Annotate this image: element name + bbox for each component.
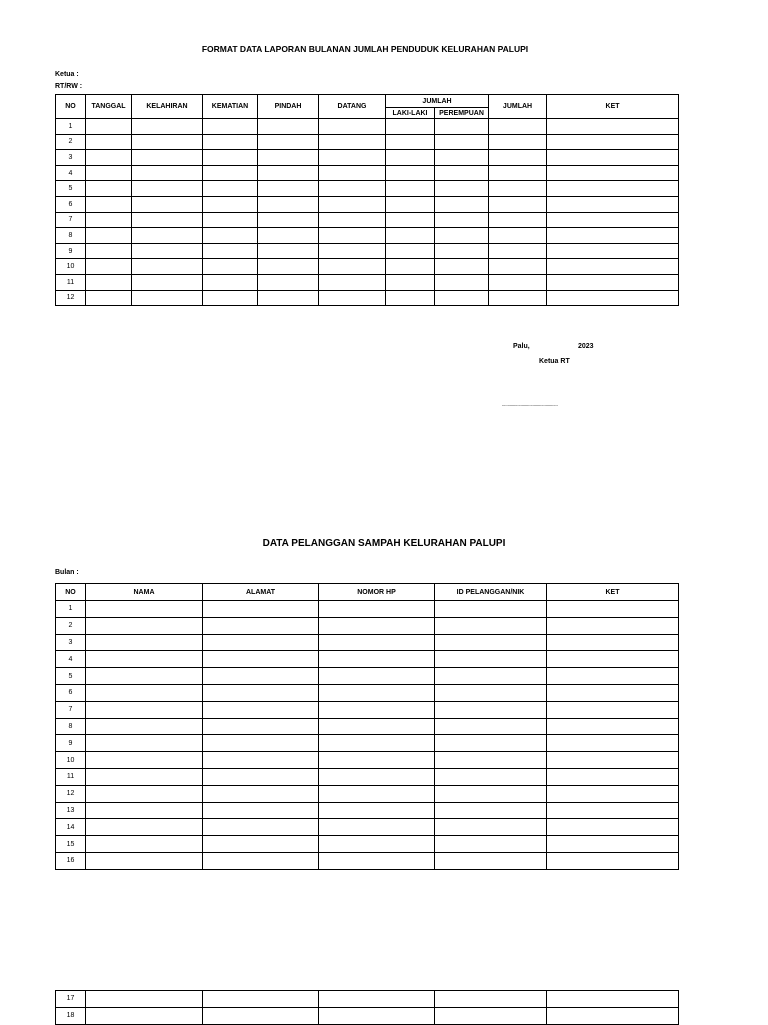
- empty-cell: [386, 150, 435, 166]
- empty-cell: [319, 836, 435, 853]
- empty-cell: [203, 119, 258, 135]
- empty-cell: [86, 852, 203, 869]
- empty-cell: [386, 259, 435, 275]
- empty-cell: [489, 274, 547, 290]
- empty-cell: [435, 718, 547, 735]
- row-number: 7: [56, 212, 86, 228]
- empty-cell: [319, 991, 435, 1008]
- empty-cell: [386, 228, 435, 244]
- signature-place: Palu,: [513, 343, 530, 350]
- ketua-label: Ketua :: [55, 71, 79, 78]
- empty-cell: [203, 752, 319, 769]
- empty-cell: [489, 290, 547, 306]
- empty-cell: [203, 150, 258, 166]
- empty-cell: [435, 181, 489, 197]
- table-row: [56, 181, 679, 197]
- empty-cell: [547, 991, 679, 1008]
- empty-cell: [547, 243, 679, 259]
- rtrw-label: RT/RW :: [55, 83, 83, 90]
- empty-cell: [132, 290, 203, 306]
- empty-cell: [203, 852, 319, 869]
- empty-cell: [547, 634, 679, 651]
- empty-cell: [86, 134, 132, 150]
- col-header-ket: KET: [547, 95, 679, 119]
- row-number: 1: [56, 601, 86, 618]
- table-row: [56, 752, 679, 769]
- empty-cell: [319, 668, 435, 685]
- empty-cell: [203, 228, 258, 244]
- empty-cell: [489, 196, 547, 212]
- col-header-laki-laki: LAKI-LAKI: [386, 108, 435, 119]
- empty-cell: [435, 852, 547, 869]
- empty-cell: [547, 802, 679, 819]
- col-header-ket: KET: [547, 584, 679, 601]
- empty-cell: [86, 735, 203, 752]
- empty-cell: [435, 1007, 547, 1024]
- table-row: [56, 1007, 679, 1024]
- empty-cell: [386, 290, 435, 306]
- empty-cell: [547, 196, 679, 212]
- empty-cell: [489, 150, 547, 166]
- empty-cell: [203, 768, 319, 785]
- empty-cell: [86, 181, 132, 197]
- empty-cell: [435, 212, 489, 228]
- empty-cell: [319, 212, 386, 228]
- empty-cell: [86, 701, 203, 718]
- empty-cell: [203, 634, 319, 651]
- empty-cell: [258, 274, 319, 290]
- empty-cell: [386, 134, 435, 150]
- table-row: [56, 617, 679, 634]
- signature-year: 2023: [578, 343, 594, 350]
- empty-cell: [435, 991, 547, 1008]
- empty-cell: [489, 212, 547, 228]
- table-row: [56, 290, 679, 306]
- empty-cell: [258, 150, 319, 166]
- signature-role: Ketua RT: [539, 358, 570, 365]
- empty-cell: [203, 668, 319, 685]
- empty-cell: [435, 259, 489, 275]
- empty-cell: [435, 701, 547, 718]
- empty-cell: [547, 752, 679, 769]
- empty-cell: [203, 651, 319, 668]
- empty-cell: [435, 617, 547, 634]
- table-row: [56, 668, 679, 685]
- col-header-no: NO: [56, 95, 86, 119]
- empty-cell: [547, 617, 679, 634]
- col-header-perempuan: PEREMPUAN: [435, 108, 489, 119]
- empty-cell: [86, 290, 132, 306]
- row-number: 6: [56, 196, 86, 212]
- row-number: 14: [56, 819, 86, 836]
- empty-cell: [319, 701, 435, 718]
- empty-cell: [547, 701, 679, 718]
- empty-cell: [132, 150, 203, 166]
- empty-cell: [547, 651, 679, 668]
- empty-cell: [319, 119, 386, 135]
- table-row: [56, 836, 679, 853]
- table-row: [56, 119, 679, 135]
- col-header-nama: NAMA: [86, 584, 203, 601]
- empty-cell: [489, 134, 547, 150]
- row-number: 2: [56, 617, 86, 634]
- empty-cell: [132, 259, 203, 275]
- row-number: 3: [56, 634, 86, 651]
- table-row: [56, 768, 679, 785]
- row-number: 1: [56, 119, 86, 135]
- empty-cell: [132, 134, 203, 150]
- empty-cell: [319, 150, 386, 166]
- empty-cell: [319, 768, 435, 785]
- empty-cell: [319, 735, 435, 752]
- row-number: 5: [56, 181, 86, 197]
- empty-cell: [258, 228, 319, 244]
- empty-cell: [547, 836, 679, 853]
- empty-cell: [203, 196, 258, 212]
- table-row: [56, 684, 679, 701]
- empty-cell: [132, 165, 203, 181]
- empty-cell: [319, 718, 435, 735]
- empty-cell: [203, 165, 258, 181]
- empty-cell: [203, 718, 319, 735]
- empty-cell: [386, 119, 435, 135]
- row-number: 4: [56, 651, 86, 668]
- empty-cell: [258, 181, 319, 197]
- empty-cell: [132, 243, 203, 259]
- empty-cell: [86, 819, 203, 836]
- empty-cell: [203, 259, 258, 275]
- empty-cell: [203, 212, 258, 228]
- col-header-nomor-hp: NOMOR HP: [319, 584, 435, 601]
- empty-cell: [489, 119, 547, 135]
- row-number: 9: [56, 243, 86, 259]
- table-row: [56, 701, 679, 718]
- row-number: 10: [56, 259, 86, 275]
- empty-cell: [319, 852, 435, 869]
- empty-cell: [435, 134, 489, 150]
- empty-cell: [86, 802, 203, 819]
- row-number: 16: [56, 852, 86, 869]
- empty-cell: [547, 1007, 679, 1024]
- report-title: FORMAT DATA LAPORAN BULANAN JUMLAH PENDUDUK KELURAHAN PALUPI: [201, 44, 529, 54]
- empty-cell: [435, 651, 547, 668]
- empty-cell: [319, 601, 435, 618]
- col-header-datang: DATANG: [319, 95, 386, 119]
- empty-cell: [86, 836, 203, 853]
- empty-cell: [86, 991, 203, 1008]
- empty-cell: [203, 1007, 319, 1024]
- table-row: [56, 802, 679, 819]
- table-row: [56, 274, 679, 290]
- empty-cell: [86, 212, 132, 228]
- customers-title: DATA PELANGGAN SAMPAH KELURAHAN PALUPI: [262, 538, 506, 549]
- empty-cell: [258, 212, 319, 228]
- row-number: 11: [56, 274, 86, 290]
- empty-cell: [86, 651, 203, 668]
- empty-cell: [435, 196, 489, 212]
- empty-cell: [86, 1007, 203, 1024]
- empty-cell: [547, 134, 679, 150]
- empty-cell: [86, 243, 132, 259]
- row-number: 15: [56, 836, 86, 853]
- empty-cell: [86, 752, 203, 769]
- empty-cell: [435, 119, 489, 135]
- table-row: [56, 785, 679, 802]
- signature-line: ...................................................: [502, 402, 558, 408]
- empty-cell: [547, 852, 679, 869]
- empty-cell: [547, 785, 679, 802]
- empty-cell: [86, 617, 203, 634]
- table-row: [56, 852, 679, 869]
- empty-cell: [86, 601, 203, 618]
- empty-cell: [203, 134, 258, 150]
- empty-cell: [86, 785, 203, 802]
- empty-cell: [319, 819, 435, 836]
- empty-cell: [319, 752, 435, 769]
- row-number: 4: [56, 165, 86, 181]
- col-header-jumlah-group: JUMLAH: [386, 95, 489, 108]
- empty-cell: [547, 150, 679, 166]
- empty-cell: [435, 634, 547, 651]
- empty-cell: [203, 701, 319, 718]
- empty-cell: [86, 259, 132, 275]
- row-number: 10: [56, 752, 86, 769]
- empty-cell: [319, 634, 435, 651]
- empty-cell: [319, 785, 435, 802]
- empty-cell: [547, 735, 679, 752]
- empty-cell: [258, 165, 319, 181]
- empty-cell: [319, 617, 435, 634]
- empty-cell: [489, 228, 547, 244]
- empty-cell: [435, 752, 547, 769]
- empty-cell: [203, 290, 258, 306]
- empty-cell: [489, 259, 547, 275]
- empty-cell: [86, 668, 203, 685]
- row-number: 8: [56, 228, 86, 244]
- customers-table: [55, 583, 679, 870]
- empty-cell: [203, 836, 319, 853]
- empty-cell: [319, 651, 435, 668]
- table-row: [56, 601, 679, 618]
- empty-cell: [203, 274, 258, 290]
- empty-cell: [132, 228, 203, 244]
- empty-cell: [435, 150, 489, 166]
- empty-cell: [547, 819, 679, 836]
- empty-cell: [547, 165, 679, 181]
- col-header-no: NO: [56, 584, 86, 601]
- empty-cell: [547, 601, 679, 618]
- table-row: [56, 212, 679, 228]
- empty-cell: [319, 196, 386, 212]
- empty-cell: [86, 634, 203, 651]
- empty-cell: [203, 617, 319, 634]
- table-row: [56, 165, 679, 181]
- empty-cell: [132, 212, 203, 228]
- empty-cell: [547, 718, 679, 735]
- table-row: [56, 150, 679, 166]
- empty-cell: [547, 259, 679, 275]
- empty-cell: [435, 802, 547, 819]
- empty-cell: [258, 134, 319, 150]
- empty-cell: [489, 165, 547, 181]
- empty-cell: [86, 150, 132, 166]
- empty-cell: [547, 119, 679, 135]
- empty-cell: [86, 165, 132, 181]
- row-number: 5: [56, 668, 86, 685]
- empty-cell: [258, 290, 319, 306]
- empty-cell: [319, 274, 386, 290]
- row-number: 8: [56, 718, 86, 735]
- empty-cell: [386, 212, 435, 228]
- row-number: 12: [56, 290, 86, 306]
- row-number: 6: [56, 684, 86, 701]
- empty-cell: [132, 119, 203, 135]
- empty-cell: [547, 228, 679, 244]
- col-header-tanggal: TANGGAL: [86, 95, 132, 119]
- empty-cell: [258, 243, 319, 259]
- table-row: [56, 196, 679, 212]
- empty-cell: [132, 196, 203, 212]
- empty-cell: [547, 181, 679, 197]
- empty-cell: [319, 228, 386, 244]
- empty-cell: [203, 991, 319, 1008]
- empty-cell: [319, 684, 435, 701]
- empty-cell: [547, 290, 679, 306]
- empty-cell: [319, 181, 386, 197]
- bulan-label: Bulan :: [55, 569, 79, 576]
- empty-cell: [435, 785, 547, 802]
- row-number: 2: [56, 134, 86, 150]
- empty-cell: [547, 274, 679, 290]
- empty-cell: [435, 228, 489, 244]
- row-number: 9: [56, 735, 86, 752]
- empty-cell: [435, 768, 547, 785]
- empty-cell: [435, 684, 547, 701]
- empty-cell: [435, 601, 547, 618]
- empty-cell: [258, 196, 319, 212]
- table-row: [56, 735, 679, 752]
- empty-cell: [435, 668, 547, 685]
- empty-cell: [435, 165, 489, 181]
- empty-cell: [203, 601, 319, 618]
- empty-cell: [319, 1007, 435, 1024]
- col-header-kelahiran: KELAHIRAN: [132, 95, 203, 119]
- empty-cell: [547, 768, 679, 785]
- population-report-table: [55, 94, 679, 306]
- table-row: [56, 634, 679, 651]
- empty-cell: [86, 228, 132, 244]
- empty-cell: [319, 165, 386, 181]
- col-header-id-pelanggan: ID PELANGGAN/NIK: [435, 584, 547, 601]
- table-row: [56, 134, 679, 150]
- empty-cell: [435, 836, 547, 853]
- empty-cell: [203, 684, 319, 701]
- empty-cell: [435, 290, 489, 306]
- empty-cell: [203, 785, 319, 802]
- empty-cell: [132, 181, 203, 197]
- empty-cell: [489, 243, 547, 259]
- empty-cell: [86, 718, 203, 735]
- empty-cell: [86, 684, 203, 701]
- row-number: 13: [56, 802, 86, 819]
- empty-cell: [319, 243, 386, 259]
- empty-cell: [386, 274, 435, 290]
- table-row: [56, 651, 679, 668]
- empty-cell: [435, 819, 547, 836]
- table-row: [56, 228, 679, 244]
- empty-cell: [319, 802, 435, 819]
- empty-cell: [86, 119, 132, 135]
- empty-cell: [547, 668, 679, 685]
- table-row: [56, 991, 679, 1008]
- col-header-pindah: PINDAH: [258, 95, 319, 119]
- empty-cell: [203, 802, 319, 819]
- empty-cell: [319, 134, 386, 150]
- customers-table-continued: [55, 990, 679, 1025]
- empty-cell: [386, 196, 435, 212]
- col-header-jumlah: JUMLAH: [489, 95, 547, 119]
- empty-cell: [132, 274, 203, 290]
- row-number: 18: [56, 1007, 86, 1024]
- col-header-kematian: KEMATIAN: [203, 95, 258, 119]
- empty-cell: [547, 212, 679, 228]
- empty-cell: [86, 768, 203, 785]
- empty-cell: [435, 274, 489, 290]
- table-row: [56, 259, 679, 275]
- empty-cell: [435, 735, 547, 752]
- row-number: 17: [56, 991, 86, 1008]
- empty-cell: [319, 290, 386, 306]
- empty-cell: [547, 684, 679, 701]
- empty-cell: [489, 181, 547, 197]
- empty-cell: [386, 165, 435, 181]
- empty-cell: [386, 243, 435, 259]
- col-header-alamat: ALAMAT: [203, 584, 319, 601]
- empty-cell: [203, 243, 258, 259]
- empty-cell: [203, 735, 319, 752]
- empty-cell: [86, 196, 132, 212]
- empty-cell: [319, 259, 386, 275]
- row-number: 7: [56, 701, 86, 718]
- empty-cell: [435, 243, 489, 259]
- table-row: [56, 819, 679, 836]
- empty-cell: [258, 259, 319, 275]
- empty-cell: [203, 181, 258, 197]
- empty-cell: [386, 181, 435, 197]
- empty-cell: [203, 819, 319, 836]
- empty-cell: [258, 119, 319, 135]
- row-number: 3: [56, 150, 86, 166]
- table-row: [56, 718, 679, 735]
- row-number: 12: [56, 785, 86, 802]
- table-row: [56, 243, 679, 259]
- empty-cell: [86, 274, 132, 290]
- row-number: 11: [56, 768, 86, 785]
